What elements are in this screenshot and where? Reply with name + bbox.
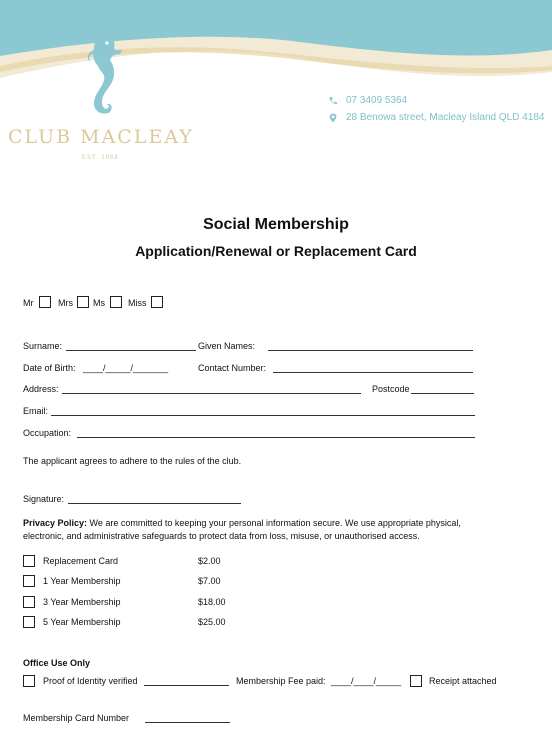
postcode-field[interactable] [411, 393, 474, 394]
seahorse-logo-icon [80, 32, 124, 116]
fee-paid-field[interactable]: ____/____/_____ [331, 676, 402, 686]
given-names-field[interactable] [268, 350, 473, 351]
page-title: Social Membership [203, 216, 349, 233]
established-text: EST. 1968 [82, 155, 119, 161]
surname-label: Surname: [23, 341, 63, 351]
dob-label: Date of Birth: [23, 363, 76, 373]
contact-number-field[interactable] [273, 372, 473, 373]
membership-card-number-label: Membership Card Number [23, 713, 130, 723]
membership-card-number-field[interactable] [145, 722, 230, 723]
occupation-label: Occupation: [23, 428, 72, 438]
salutation-miss-label: Miss [128, 298, 147, 308]
address-label: Address: [23, 384, 59, 394]
receipt-attached-checkbox[interactable] [410, 675, 422, 687]
email-label: Email: [23, 406, 49, 416]
signature-field[interactable] [68, 503, 241, 504]
salutation-mr-checkbox[interactable] [39, 296, 51, 308]
salutation-ms-checkbox[interactable] [110, 296, 122, 308]
location-pin-icon [328, 113, 338, 123]
option-5-year-price: $25.00 [198, 617, 226, 627]
page-subtitle: Application/Renewal or Replacement Card [135, 243, 417, 259]
salutation-ms-label: Ms [93, 298, 105, 308]
address-field[interactable] [62, 393, 361, 394]
dob-field[interactable]: ____/_____/_______ [83, 363, 169, 373]
option-replacement-card-checkbox[interactable] [23, 555, 35, 567]
option-5-year-checkbox[interactable] [23, 616, 35, 628]
option-3-year-checkbox[interactable] [23, 596, 35, 608]
salutation-mr-label: Mr [23, 298, 34, 308]
privacy-policy-text: We are committed to keeping your personal information secure. We use appropriate physical, electronic, and administrative safeguards to protect data from loss, misuse, or unauthorised access. [23, 518, 461, 541]
proof-of-identity-label: Proof of Identity verified [43, 676, 138, 686]
surname-field[interactable] [66, 350, 196, 351]
fee-paid-label: Membership Fee paid: [236, 676, 326, 686]
club-name-logo: CLUB MACLEAY [8, 126, 194, 148]
phone-icon [328, 96, 338, 106]
option-1-year-label: 1 Year Membership [43, 576, 121, 586]
receipt-attached-label: Receipt attached [429, 676, 497, 686]
privacy-policy-label: Privacy Policy: [23, 518, 88, 528]
phone-text: 07 3409 5364 [346, 95, 408, 106]
agreement-text: The applicant agrees to adhere to the rules of the club. [23, 456, 242, 466]
option-3-year-price: $18.00 [198, 597, 226, 607]
signature-label: Signature: [23, 494, 65, 504]
salutation-miss-checkbox[interactable] [151, 296, 163, 308]
proof-of-identity-field[interactable] [144, 685, 229, 686]
option-replacement-card-price: $2.00 [198, 556, 221, 566]
office-use-heading: Office Use Only [23, 658, 91, 668]
salutation-mrs-label: Mrs [58, 298, 73, 308]
given-names-label: Given Names: [198, 341, 256, 351]
option-3-year-label: 3 Year Membership [43, 597, 121, 607]
privacy-policy [23, 517, 493, 543]
proof-of-identity-checkbox[interactable] [23, 675, 35, 687]
occupation-field[interactable] [77, 437, 475, 438]
email-field[interactable] [51, 415, 475, 416]
salutation-mrs-checkbox[interactable] [77, 296, 89, 308]
option-5-year-label: 5 Year Membership [43, 617, 121, 627]
option-1-year-price: $7.00 [198, 576, 221, 586]
contact-number-label: Contact Number: [198, 363, 267, 373]
postcode-label: Postcode [372, 384, 410, 394]
address-text: 28 Benowa street, Macleay Island QLD 4184 [346, 112, 545, 123]
option-1-year-checkbox[interactable] [23, 575, 35, 587]
option-replacement-card-label: Replacement Card [43, 556, 119, 566]
